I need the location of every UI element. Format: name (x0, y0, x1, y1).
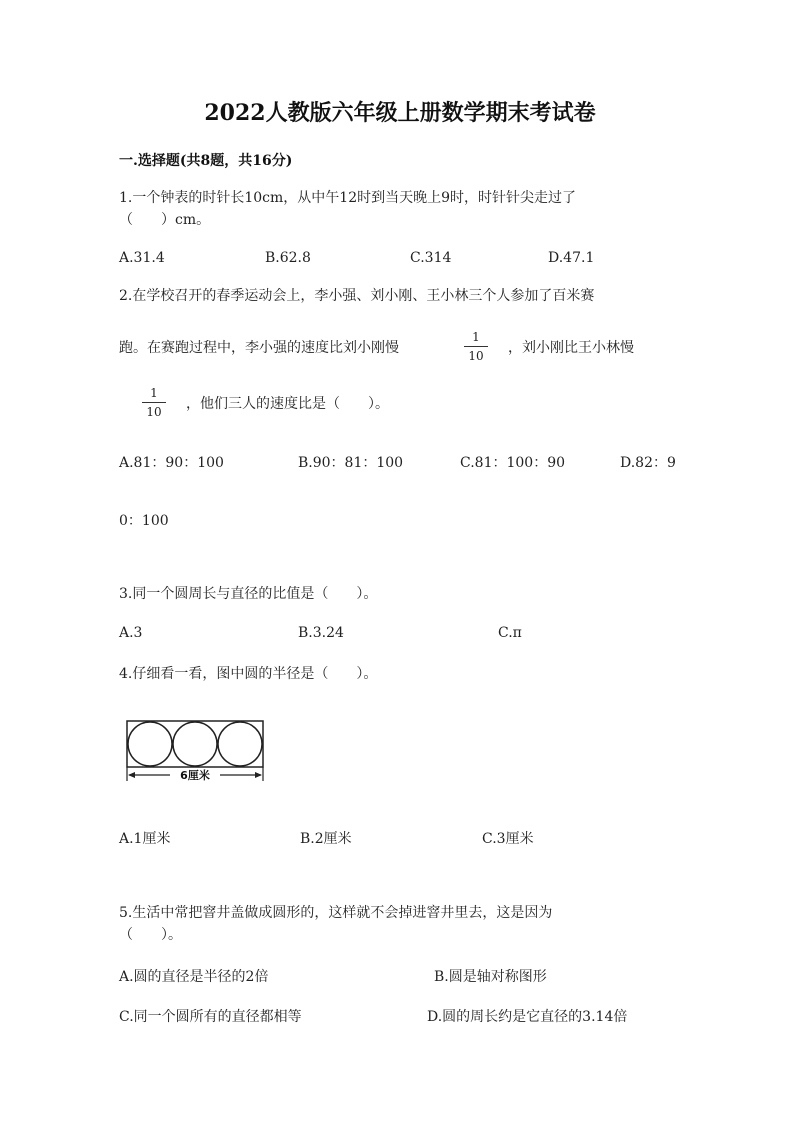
question-4-option-c: C.3厘米 (482, 831, 534, 847)
question-5-option-b: B.圆是轴对称图形 (434, 969, 547, 985)
question-2-option-c: C.81：100：90 (460, 455, 566, 471)
question-3-option-c: C.π (498, 625, 522, 641)
fraction-one-tenth (142, 386, 166, 419)
section-heading: 一.选择题(共8题，共16分) (119, 153, 293, 169)
question-2-option-d: D.82：9 (620, 455, 676, 471)
three-circles-figure (124, 717, 266, 787)
question-3-option-a: A.3 (119, 625, 143, 641)
question-5-text: 5.生活中常把窨井盖做成圆形的，这样就不会掉进窨井里去，这是因为 (119, 905, 553, 921)
question-5-option-a: A.圆的直径是半径的2倍 (119, 969, 269, 985)
fraction-numerator: 1 (150, 386, 158, 400)
three-circles-diagram (124, 717, 266, 787)
question-2-text-part-c: ，他们三人的速度比是（ ）。 (186, 396, 389, 412)
question-1-option-d: D.47.1 (548, 250, 595, 266)
dimension-arrow-left (128, 772, 135, 778)
fraction-one-tenth (464, 330, 488, 363)
question-4-option-b: B.2厘米 (300, 831, 352, 847)
question-4-text: 4.仔细看一看，图中圆的半径是（ ）。 (119, 666, 378, 682)
question-2-text-part-b: ，刘小刚比王小林慢 (508, 340, 634, 356)
fraction-denominator: 10 (146, 405, 162, 419)
fraction-bar (142, 402, 166, 403)
question-1-option-b: B.62.8 (265, 250, 311, 266)
question-5-option-c: C.同一个圆所有的直径都相等 (119, 1009, 302, 1025)
dimension-arrow-right (255, 772, 262, 778)
question-1-option-a: A.31.4 (119, 250, 165, 266)
question-2-option-b: B.90：81：100 (298, 455, 404, 471)
circle-left (128, 722, 172, 766)
circle-middle (173, 722, 217, 766)
question-3-option-b: B.3.24 (298, 625, 344, 641)
circle-right (218, 722, 262, 766)
question-5-option-d: D.圆的周长约是它直径的3.14倍 (427, 1009, 628, 1025)
question-2-text-part-a: 跑。在赛跑过程中，李小强的速度比刘小刚慢 (119, 340, 399, 356)
question-5-text-cont: （ ）。 (119, 927, 182, 943)
question-4-option-a: A.1厘米 (119, 831, 171, 847)
fraction-bar (464, 346, 488, 347)
question-3-text: 3.同一个圆周长与直径的比值是（ ）。 (119, 586, 378, 602)
page-title: 2022人教版六年级上册数学期末考试卷 (204, 100, 596, 126)
question-2-option-a: A.81：90：100 (119, 455, 224, 471)
fraction-denominator: 10 (468, 349, 484, 363)
rectangle-outline (127, 721, 263, 767)
dimension-label: 6厘米 (180, 769, 210, 782)
question-1-text: 1.一个钟表的时针长10cm，从中午12时到当天晚上9时，时针针尖走过了 (119, 190, 577, 206)
fraction-numerator: 1 (472, 330, 480, 344)
question-1-option-c: C.314 (410, 250, 452, 266)
question-2-option-d-wrap: 0：100 (119, 513, 169, 529)
question-1-text-cont: （ ）cm。 (119, 212, 211, 228)
question-2-text: 2.在学校召开的春季运动会上，李小强、刘小刚、王小林三个人参加了百米赛 (119, 288, 595, 304)
